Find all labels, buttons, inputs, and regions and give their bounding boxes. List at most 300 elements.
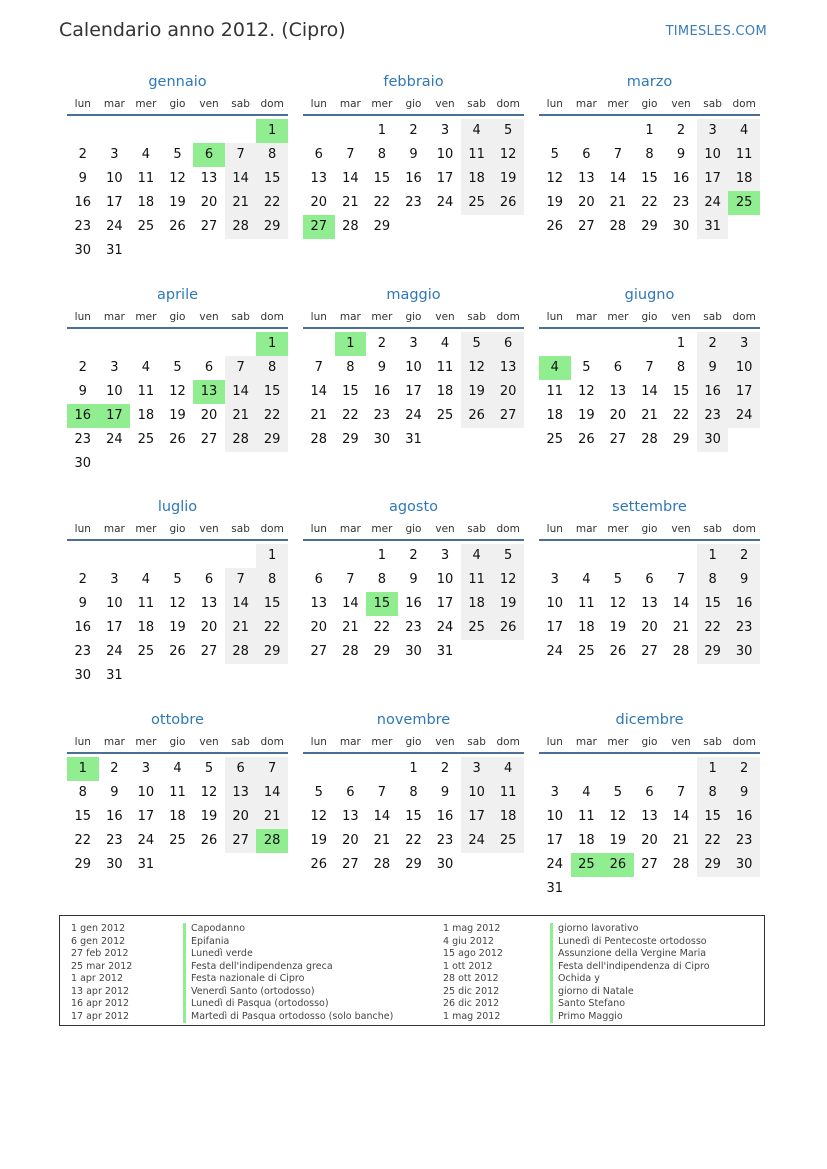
day-cell: 5	[173, 147, 182, 162]
day-cell: 21	[609, 195, 627, 210]
day-cell: 12	[200, 785, 218, 800]
day-cell: 8	[377, 147, 387, 162]
empty-cell	[539, 332, 571, 356]
day-cell: 31	[137, 857, 155, 872]
day-cell: 2	[728, 757, 760, 781]
day-cell: 30	[74, 243, 92, 258]
month-10	[303, 710, 524, 877]
weekday-label: mar	[575, 523, 597, 535]
empty-cell	[162, 119, 194, 143]
weekday-header	[539, 307, 760, 329]
day-cell: 10	[436, 147, 454, 162]
day-cell: 25	[137, 219, 155, 234]
day-cell: 20	[578, 195, 595, 210]
weekday-label: gio	[641, 98, 658, 110]
month-8	[539, 497, 760, 664]
day-cell: 27	[342, 857, 359, 872]
day-cell: 4	[492, 757, 524, 781]
day-cell: 19	[200, 809, 218, 824]
day-cell: 16	[74, 195, 92, 210]
day-cell: 2	[409, 548, 418, 563]
legend-date: 6 gen 2012	[71, 935, 126, 947]
day-cell: 19	[609, 620, 627, 635]
weekday-label: sab	[703, 736, 722, 748]
day-cell: 27	[200, 219, 218, 234]
day-cell: 10	[461, 781, 493, 805]
day-cell: 22	[373, 620, 391, 635]
month-name: marzo	[626, 74, 673, 90]
day-cell: 27	[492, 404, 524, 428]
day-cell: 20	[609, 408, 627, 423]
holiday-day-cell: 17	[99, 404, 131, 428]
weekday-label: lun	[74, 98, 91, 110]
day-cell: 25	[461, 191, 493, 215]
day-cell: 8	[676, 360, 686, 375]
holiday-day-cell: 15	[366, 592, 398, 616]
day-cell: 13	[641, 809, 658, 824]
empty-cell	[303, 757, 335, 781]
day-cell: 17	[546, 620, 564, 635]
day-cell: 25	[492, 829, 524, 853]
month-name: febbraio	[383, 74, 444, 90]
day-cell: 19	[578, 408, 595, 423]
weekday-label: gio	[405, 736, 422, 748]
day-cell: 3	[141, 761, 151, 776]
day-cell: 13	[492, 356, 524, 380]
day-cell: 15	[74, 809, 92, 824]
day-cell: 25	[578, 644, 595, 659]
day-cell: 27	[609, 432, 627, 447]
day-cell: 10	[697, 143, 729, 167]
day-cell: 19	[492, 592, 524, 616]
weekday-label: gio	[169, 311, 186, 323]
day-cell: 20	[310, 620, 328, 635]
empty-cell	[130, 119, 162, 143]
holiday-day-cell: 1	[335, 332, 367, 356]
day-cell: 10	[405, 360, 422, 375]
day-cell: 15	[697, 592, 729, 616]
day-cell: 16	[728, 805, 760, 829]
empty-cell	[99, 332, 131, 356]
day-cell: 18	[578, 620, 595, 635]
weekday-label: ven	[435, 523, 455, 535]
day-cell: 1	[409, 761, 418, 776]
day-cell: 25	[137, 432, 155, 447]
day-cell: 18	[461, 167, 493, 191]
day-cell: 9	[697, 356, 729, 380]
day-cell: 6	[582, 147, 591, 162]
empty-cell	[571, 757, 603, 781]
day-cell: 25	[137, 644, 155, 659]
day-cell: 7	[676, 785, 686, 800]
weekday-label: sab	[467, 736, 486, 748]
month-9	[67, 710, 288, 877]
empty-cell	[571, 544, 603, 568]
weekday-label: mar	[103, 311, 125, 323]
day-cell: 11	[492, 781, 524, 805]
day-cell: 30	[728, 853, 760, 877]
day-cell: 7	[346, 147, 355, 162]
day-cell: 17	[461, 805, 493, 829]
day-cell: 1	[697, 544, 729, 568]
weekday-label: ven	[199, 311, 219, 323]
day-cell: 30	[436, 857, 454, 872]
day-cell: 17	[728, 380, 760, 404]
legend-holiday-name: Assunzione della Vergine Maria	[558, 948, 707, 959]
day-cell: 6	[314, 572, 323, 587]
day-grid	[303, 332, 524, 452]
holiday-day-cell: 27	[303, 215, 335, 239]
holiday-day-cell: 25	[571, 853, 603, 877]
month-3	[67, 285, 288, 476]
day-grid	[67, 544, 288, 688]
day-cell: 3	[110, 572, 119, 587]
day-cell: 17	[405, 384, 422, 399]
empty-cell	[634, 332, 666, 356]
day-cell: 5	[613, 572, 623, 587]
day-cell: 17	[106, 195, 123, 210]
day-cell: 17	[697, 167, 729, 191]
weekday-label: gio	[169, 523, 186, 535]
day-cell: 3	[110, 147, 119, 162]
day-cell: 21	[373, 833, 391, 848]
day-cell: 30	[74, 456, 92, 471]
page-title: Calendario anno 2012. (Cipro)	[59, 19, 346, 41]
day-cell: 15	[256, 592, 288, 616]
month-0	[67, 72, 288, 263]
weekday-label: gio	[169, 98, 186, 110]
empty-cell	[67, 119, 99, 143]
day-cell: 18	[169, 809, 186, 824]
day-cell: 9	[110, 785, 119, 800]
day-cell: 27	[200, 432, 218, 447]
day-cell: 1	[377, 123, 387, 138]
legend-date: 28 ott 2012	[443, 973, 499, 984]
day-cell: 10	[106, 596, 123, 611]
day-cell: 9	[409, 572, 418, 587]
month-name: maggio	[386, 287, 441, 303]
day-cell: 16	[405, 171, 422, 186]
weekday-label: dom	[732, 736, 756, 748]
day-cell: 6	[204, 360, 214, 375]
day-cell: 29	[342, 432, 359, 447]
day-cell: 7	[314, 360, 323, 375]
month-11	[539, 710, 760, 901]
day-cell: 3	[409, 336, 418, 351]
day-cell: 2	[377, 336, 387, 351]
weekday-label: lun	[310, 736, 327, 748]
day-cell: 19	[169, 195, 186, 210]
day-cell: 18	[137, 408, 155, 423]
day-grid	[539, 544, 760, 664]
day-cell: 29	[405, 857, 422, 872]
day-cell: 25	[169, 833, 186, 848]
legend-right-names	[550, 923, 710, 1023]
day-cell: 3	[110, 360, 119, 375]
day-cell: 18	[137, 620, 155, 635]
day-cell: 8	[645, 147, 654, 162]
holiday-day-cell: 13	[193, 380, 225, 404]
month-name: ottobre	[151, 712, 204, 728]
day-cell: 23	[74, 432, 92, 447]
weekday-label: mer	[135, 736, 157, 748]
day-grid	[303, 119, 524, 239]
day-cell: 2	[697, 332, 729, 356]
day-cell: 25	[546, 432, 564, 447]
empty-cell	[571, 119, 603, 143]
day-cell: 2	[78, 572, 87, 587]
day-grid	[539, 119, 760, 239]
weekday-label: ven	[199, 98, 219, 110]
weekday-label: sab	[231, 311, 250, 323]
day-cell: 6	[314, 147, 323, 162]
day-cell: 24	[697, 191, 729, 215]
day-cell: 22	[697, 829, 729, 853]
day-cell: 16	[106, 809, 123, 824]
day-cell: 8	[697, 781, 729, 805]
day-cell: 6	[346, 785, 355, 800]
weekday-header	[67, 732, 288, 754]
day-cell: 10	[106, 384, 123, 399]
day-cell: 6	[204, 572, 214, 587]
empty-cell	[193, 544, 225, 568]
legend-holiday-name: Festa dell'indipendenza di Cipro	[558, 960, 710, 972]
month-name: aprile	[156, 287, 199, 303]
empty-cell	[634, 544, 666, 568]
day-cell: 22	[256, 404, 288, 428]
day-cell: 6	[225, 757, 257, 781]
day-grid	[539, 757, 760, 901]
day-cell: 1	[377, 548, 387, 563]
day-cell: 15	[342, 384, 359, 399]
day-cell: 29	[672, 432, 690, 447]
empty-cell	[303, 544, 335, 568]
day-cell: 19	[169, 408, 186, 423]
day-cell: 7	[225, 356, 257, 380]
day-cell: 23	[672, 195, 690, 210]
day-cell: 20	[200, 620, 218, 635]
day-cell: 28	[342, 219, 359, 234]
weekday-label: mar	[575, 98, 597, 110]
day-cell: 29	[256, 640, 288, 664]
day-cell: 8	[256, 143, 288, 167]
day-cell: 20	[225, 805, 257, 829]
day-cell: 8	[377, 572, 387, 587]
day-cell: 11	[461, 143, 493, 167]
weekday-label: mar	[103, 523, 125, 535]
empty-cell	[602, 757, 634, 781]
day-cell: 16	[697, 380, 729, 404]
day-cell: 5	[204, 761, 214, 776]
day-cell: 12	[169, 171, 186, 186]
holiday-day-cell: 26	[602, 853, 634, 877]
day-cell: 22	[672, 408, 690, 423]
day-cell: 28	[225, 640, 257, 664]
day-cell: 1	[256, 544, 288, 568]
day-cell: 9	[676, 147, 686, 162]
day-cell: 21	[641, 408, 658, 423]
empty-cell	[602, 332, 634, 356]
legend-date: 26 dic 2012	[443, 998, 500, 1009]
day-cell: 15	[256, 167, 288, 191]
day-cell: 27	[225, 829, 257, 853]
month-name: dicembre	[615, 712, 684, 728]
day-cell: 17	[436, 171, 454, 186]
day-cell: 4	[582, 572, 591, 587]
day-cell: 19	[461, 380, 493, 404]
day-cell: 29	[373, 644, 391, 659]
day-cell: 26	[578, 432, 595, 447]
weekday-label: ven	[671, 736, 691, 748]
empty-cell	[665, 757, 697, 781]
day-cell: 10	[137, 785, 155, 800]
weekday-label: dom	[496, 523, 520, 535]
day-cell: 18	[137, 195, 155, 210]
legend-holiday-name: Epifania	[191, 935, 230, 947]
day-cell: 14	[225, 380, 257, 404]
day-cell: 20	[200, 195, 218, 210]
day-cell: 31	[106, 668, 123, 683]
month-1	[303, 72, 524, 239]
day-cell: 23	[436, 833, 454, 848]
day-cell: 23	[405, 620, 422, 635]
day-cell: 12	[546, 171, 564, 186]
day-cell: 11	[137, 171, 155, 186]
day-cell: 23	[74, 644, 92, 659]
weekday-label: mar	[339, 523, 361, 535]
weekday-label: sab	[467, 98, 486, 110]
day-cell: 31	[405, 432, 422, 447]
day-cell: 12	[169, 384, 186, 399]
legend-holiday-name: Festa dell'indipendenza greca	[191, 960, 333, 972]
day-cell: 27	[310, 644, 328, 659]
day-cell: 30	[106, 857, 123, 872]
month-4	[303, 285, 524, 452]
day-cell: 23	[106, 833, 123, 848]
day-cell: 2	[728, 544, 760, 568]
day-cell: 13	[200, 171, 218, 186]
day-cell: 23	[697, 404, 729, 428]
empty-cell	[225, 544, 257, 568]
legend-date: 1 ott 2012	[443, 960, 493, 972]
day-cell: 4	[728, 119, 760, 143]
day-cell: 15	[697, 805, 729, 829]
day-cell: 24	[461, 829, 493, 853]
day-cell: 21	[225, 616, 257, 640]
day-cell: 22	[697, 616, 729, 640]
day-cell: 24	[436, 620, 454, 635]
weekday-label: gio	[405, 523, 422, 535]
holiday-day-cell: 16	[67, 404, 99, 428]
day-cell: 24	[106, 432, 123, 447]
day-cell: 9	[728, 568, 760, 592]
day-cell: 11	[578, 809, 595, 824]
weekday-label: dom	[260, 523, 284, 535]
weekday-label: ven	[671, 98, 691, 110]
weekday-label: mar	[339, 311, 361, 323]
day-cell: 5	[550, 147, 559, 162]
day-cell: 28	[672, 644, 690, 659]
weekday-label: mer	[607, 98, 629, 110]
day-cell: 22	[256, 616, 288, 640]
weekday-label: sab	[231, 736, 250, 748]
weekday-label: ven	[435, 98, 455, 110]
weekday-label: sab	[231, 523, 250, 535]
empty-cell	[162, 332, 194, 356]
day-cell: 29	[373, 219, 391, 234]
day-cell: 30	[373, 432, 391, 447]
weekday-label: gio	[641, 523, 658, 535]
holiday-day-cell: 25	[728, 191, 760, 215]
day-cell: 14	[672, 809, 690, 824]
weekday-header	[303, 94, 524, 116]
weekday-label: gio	[405, 98, 422, 110]
day-cell: 29	[256, 215, 288, 239]
legend-date: 1 gen 2012	[71, 923, 126, 934]
day-cell: 19	[546, 195, 564, 210]
empty-cell	[634, 757, 666, 781]
day-cell: 31	[546, 881, 564, 896]
day-cell: 13	[609, 384, 627, 399]
legend-date: 1 mag 2012	[443, 923, 501, 934]
weekday-label: sab	[703, 98, 722, 110]
day-cell: 17	[546, 833, 564, 848]
day-cell: 28	[373, 857, 391, 872]
day-cell: 14	[373, 809, 391, 824]
day-cell: 12	[578, 384, 595, 399]
day-cell: 4	[173, 761, 182, 776]
day-cell: 26	[169, 432, 186, 447]
day-cell: 2	[78, 147, 87, 162]
day-cell: 8	[256, 568, 288, 592]
day-cell: 22	[74, 833, 92, 848]
day-cell: 11	[169, 785, 186, 800]
brand-logo-text[interactable]: TIMESLES.COM	[665, 24, 767, 39]
day-cell: 7	[225, 143, 257, 167]
day-cell: 19	[492, 167, 524, 191]
day-cell: 20	[310, 195, 328, 210]
empty-cell	[225, 119, 257, 143]
day-cell: 29	[697, 640, 729, 664]
day-cell: 6	[645, 785, 654, 800]
day-cell: 12	[492, 568, 524, 592]
empty-cell	[366, 757, 398, 781]
weekday-header	[67, 307, 288, 329]
weekday-label: ven	[199, 736, 219, 748]
weekday-label: dom	[496, 311, 520, 323]
day-cell: 26	[609, 644, 627, 659]
day-cell: 22	[405, 833, 422, 848]
weekday-label: lun	[74, 311, 91, 323]
day-cell: 5	[461, 332, 493, 356]
weekday-label: ven	[199, 523, 219, 535]
day-cell: 24	[436, 195, 454, 210]
day-cell: 3	[461, 757, 493, 781]
day-cell: 26	[169, 644, 186, 659]
day-cell: 6	[492, 332, 524, 356]
weekday-label: dom	[496, 736, 520, 748]
day-grid	[67, 119, 288, 263]
holiday-day-cell: 1	[256, 119, 288, 143]
legend-date: 1 apr 2012	[71, 973, 124, 984]
day-cell: 12	[609, 809, 627, 824]
day-cell: 28	[342, 644, 359, 659]
empty-cell	[539, 544, 571, 568]
weekday-label: mer	[135, 98, 157, 110]
day-cell: 30	[697, 428, 729, 452]
weekday-label: mar	[575, 311, 597, 323]
day-cell: 18	[436, 384, 454, 399]
